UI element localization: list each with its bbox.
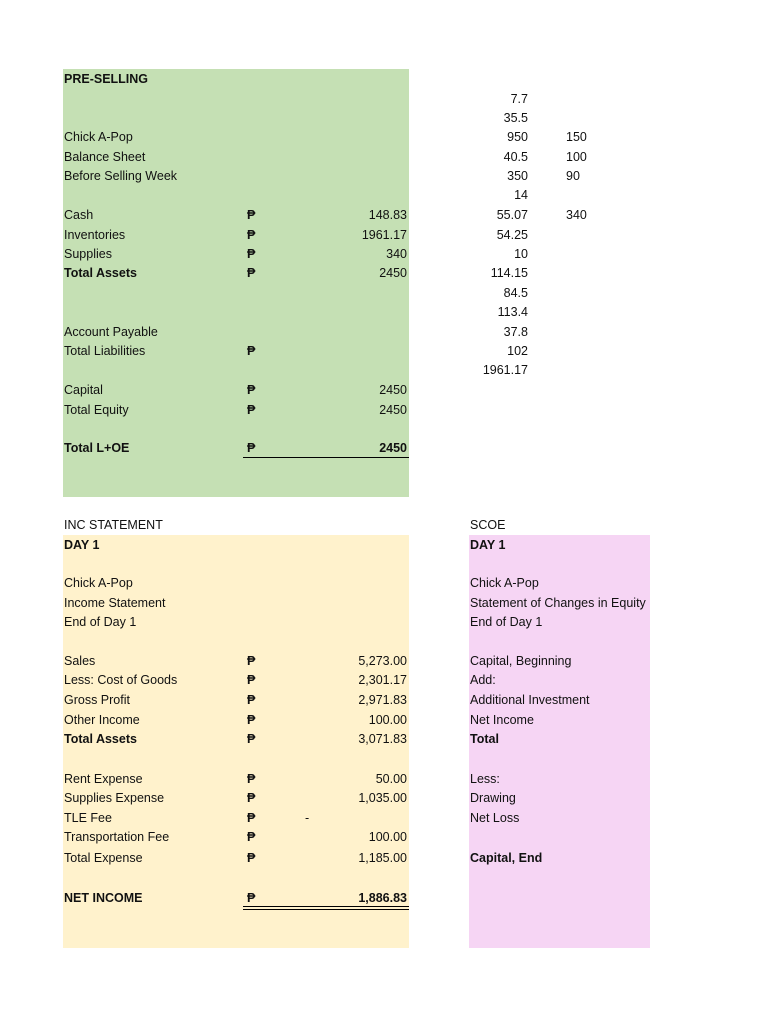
side-number: 350 (507, 169, 528, 183)
peso-sign: ₱ (247, 344, 256, 358)
liability-label: Account Payable (64, 325, 158, 339)
peso-sign: ₱ (247, 441, 256, 455)
side-number: 40.5 (503, 150, 528, 164)
peso-sign: ₱ (247, 713, 256, 727)
side-number: 950 (507, 130, 528, 144)
equity-label: Capital (64, 383, 103, 397)
scoe-day: DAY 1 (470, 538, 506, 552)
side-number: 102 (507, 344, 528, 358)
income-day: DAY 1 (64, 538, 100, 552)
income-period: End of Day 1 (64, 615, 137, 629)
scoe-line: Capital, Beginning (470, 654, 572, 668)
peso-sign: ₱ (247, 403, 256, 417)
expense-amount: 1,035.00 (358, 791, 407, 805)
scoe-period: End of Day 1 (470, 615, 543, 629)
equity-amount: 2450 (379, 383, 407, 397)
expense-label: TLE Fee (64, 811, 112, 825)
net-income-double-underline (243, 906, 409, 910)
scoe-line: Net Income (470, 713, 534, 727)
scoe-line: Add: (470, 673, 496, 687)
side-number: 10 (514, 247, 528, 261)
peso-sign: ₱ (247, 266, 256, 280)
side-number: 114.15 (490, 266, 528, 280)
peso-sign: ₱ (247, 228, 256, 242)
asset-amount: 148.83 (368, 208, 407, 222)
peso-sign: ₱ (247, 247, 256, 261)
side-number: 54.25 (496, 228, 528, 242)
side-number: 35.5 (503, 111, 528, 125)
preselling-header: PRE-SELLING (64, 72, 149, 86)
side-number: 37.8 (503, 325, 528, 339)
scoe-less-line: Less: (470, 772, 500, 786)
asset-label: Supplies (64, 247, 112, 261)
peso-sign: ₱ (247, 732, 256, 746)
side-number: 1961.17 (482, 363, 528, 377)
income-row-label: Sales (64, 654, 96, 668)
side-number: 55.07 (496, 208, 528, 222)
scoe-less-line: Drawing (470, 791, 516, 805)
total-equity-label: Total Equity (64, 403, 129, 417)
peso-sign: ₱ (247, 851, 256, 865)
asset-amount: 340 (386, 247, 407, 261)
asset-label: Cash (64, 208, 94, 222)
total-underline (243, 457, 409, 458)
income-total-amount: 3,071.83 (358, 732, 407, 746)
income-statement-title: Income Statement (64, 596, 166, 610)
scoe-less-line: Net Loss (470, 811, 520, 825)
scoe-line: Additional Investment (470, 693, 590, 707)
scoe-capital-end: Capital, End (470, 851, 543, 865)
peso-sign: ₱ (247, 673, 256, 687)
total-loe-amount: 2450 (379, 441, 407, 455)
income-row-label: Gross Profit (64, 693, 130, 707)
presell-statement-title: Balance Sheet (64, 150, 146, 164)
side-number-col2: 340 (566, 208, 587, 222)
side-number-col2: 100 (566, 150, 587, 164)
peso-sign: ₱ (247, 208, 256, 222)
net-income-label: NET INCOME (64, 891, 143, 905)
peso-sign: ₱ (247, 772, 256, 786)
peso-sign: ₱ (247, 830, 256, 844)
peso-sign: ₱ (247, 811, 256, 825)
income-company: Chick A-Pop (64, 576, 133, 590)
net-income-amount: 1,886.83 (358, 891, 407, 905)
presell-period: Before Selling Week (64, 169, 178, 183)
peso-sign: ₱ (247, 791, 256, 805)
side-number: 113.4 (497, 305, 528, 319)
income-row-amount: 2,971.83 (358, 693, 407, 707)
side-number: 14 (514, 188, 528, 202)
peso-sign: ₱ (247, 383, 256, 397)
asset-label: Inventories (64, 228, 126, 242)
total-equity-amount: 2450 (379, 403, 407, 417)
income-section-title: INC STATEMENT (64, 518, 163, 532)
total-liabilities-label: Total Liabilities (64, 344, 146, 358)
side-number: 7.7 (510, 92, 528, 106)
presell-company: Chick A-Pop (64, 130, 133, 144)
expense-amount: - (305, 811, 310, 825)
expense-label: Transportation Fee (64, 830, 170, 844)
scoe-statement-title: Statement of Changes in Equity (470, 596, 646, 610)
income-row-label: Other Income (64, 713, 140, 727)
side-number-col2: 90 (566, 169, 580, 183)
scoe-section-title: SCOE (470, 518, 506, 532)
total-loe-label: Total L+OE (64, 441, 130, 455)
side-number-col2: 150 (566, 130, 587, 144)
peso-sign: ₱ (247, 654, 256, 668)
expense-amount: 100.00 (368, 830, 407, 844)
peso-sign: ₱ (247, 693, 256, 707)
total-expense-label: Total Expense (64, 851, 143, 865)
total-assets-amount: 2450 (379, 266, 407, 280)
expense-label: Rent Expense (64, 772, 143, 786)
peso-sign: ₱ (247, 891, 256, 905)
total-assets-label: Total Assets (64, 266, 137, 280)
income-row-amount: 5,273.00 (358, 654, 407, 668)
income-row-amount: 2,301.17 (358, 673, 407, 687)
asset-amount: 1961.17 (361, 228, 407, 242)
scoe-company: Chick A-Pop (470, 576, 539, 590)
expense-label: Supplies Expense (64, 791, 165, 805)
expense-amount: 50.00 (375, 772, 407, 786)
side-number: 84.5 (503, 286, 528, 300)
income-row-amount: 100.00 (368, 713, 407, 727)
income-row-label: Less: Cost of Goods (64, 673, 178, 687)
income-total-label: Total Assets (64, 732, 137, 746)
total-expense-amount: 1,185.00 (358, 851, 407, 865)
scoe-total: Total (470, 732, 499, 746)
